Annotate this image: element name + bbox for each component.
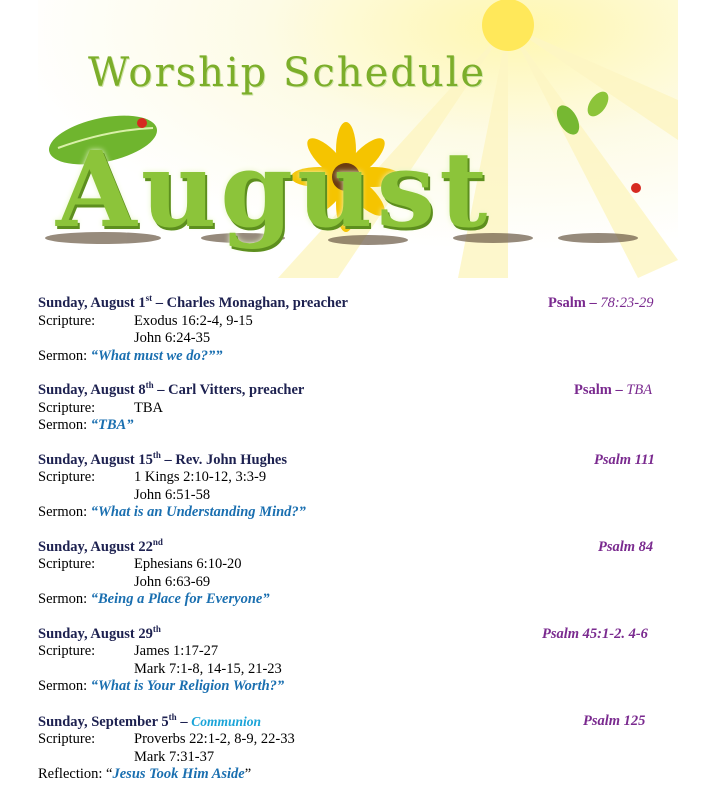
psalm-reference xyxy=(574,382,652,400)
service-date: Sunday, August 8 xyxy=(38,382,146,398)
psalm-verses: TBA xyxy=(626,382,653,398)
service-date: Sunday, August 1 xyxy=(38,295,146,311)
sermon-row xyxy=(38,417,678,435)
sermon-title: “What must we do?”” xyxy=(90,347,223,364)
psalm-reference xyxy=(598,539,653,557)
service-entry-aug-29 xyxy=(38,623,678,696)
scripture-row xyxy=(38,400,678,418)
service-dash: – xyxy=(176,713,192,730)
sermon-label: Sermon: xyxy=(38,591,88,607)
service-date: Sunday, September 5 xyxy=(38,713,169,730)
service-heading xyxy=(38,713,678,732)
service-heading xyxy=(38,536,678,557)
psalm-verses: Psalm 111 xyxy=(594,451,655,468)
scripture-reading: John 6:24-35 xyxy=(134,330,211,346)
scripture-reading: Proverbs 22:1-2, 8-9, 22-33 xyxy=(134,731,295,747)
date-ordinal: st xyxy=(145,293,153,304)
reflection-row xyxy=(38,766,678,784)
service-schedule xyxy=(38,295,678,801)
scripture-row xyxy=(38,574,678,592)
scripture-row xyxy=(38,661,678,679)
sermon-label: Sermon: xyxy=(38,678,88,694)
date-ordinal: th xyxy=(152,449,161,460)
date-ordinal: nd xyxy=(152,536,163,547)
scripture-label: Scripture: xyxy=(38,399,96,416)
sermon-title: “Being a Place for Everyone” xyxy=(90,591,270,607)
psalm-reference xyxy=(583,713,645,731)
psalm-prefix: Psalm – xyxy=(548,295,601,311)
sermon-row xyxy=(38,678,678,696)
quote-open: “ xyxy=(106,766,113,782)
psalm-verses: Psalm 45:1-2. 4-6 xyxy=(542,625,648,642)
service-entry-aug-22 xyxy=(38,536,678,609)
psalm-reference xyxy=(542,626,648,644)
scripture-row xyxy=(38,749,678,767)
scripture-row xyxy=(38,313,678,331)
sermon-title: “TBA” xyxy=(90,417,134,433)
scripture-label: Scripture: xyxy=(38,556,96,572)
banner-month: August xyxy=(56,128,492,251)
service-date: Sunday, August 15 xyxy=(38,451,153,468)
service-date: Sunday, August 22 xyxy=(38,538,153,555)
scripture-reading: Ephesians 6:10-20 xyxy=(134,556,242,572)
sermon-label: Sermon: xyxy=(38,417,88,433)
sermon-title: “What is Your Religion Worth?” xyxy=(90,678,285,694)
scripture-reading: James 1:17-27 xyxy=(134,643,219,659)
worship-schedule-banner xyxy=(38,0,678,278)
reflection-title: Jesus Took Him Aside xyxy=(112,766,245,782)
psalm-verses: 78:23-29 xyxy=(600,295,654,311)
scripture-reading: John 6:63-69 xyxy=(134,573,211,590)
scripture-row xyxy=(38,643,678,661)
scripture-row xyxy=(38,469,678,487)
scripture-reading: Mark 7:31-37 xyxy=(134,748,215,765)
service-entry-aug-8 xyxy=(38,382,678,435)
scripture-label: Scripture: xyxy=(38,731,96,747)
sermon-row xyxy=(38,348,678,366)
psalm-verses: Psalm 84 xyxy=(598,538,654,555)
scripture-reading: Mark 7:1-8, 14-15, 21-23 xyxy=(134,660,282,677)
sermon-label: Sermon: xyxy=(38,504,88,520)
scripture-reading: John 6:51-58 xyxy=(134,486,211,503)
date-ordinal: th xyxy=(145,380,154,391)
scripture-row xyxy=(38,330,678,348)
reflection-label: Reflection: xyxy=(38,766,103,782)
scripture-row xyxy=(38,556,678,574)
scripture-reading: TBA xyxy=(134,399,163,416)
service-preacher: – Carl Vitters, preacher xyxy=(153,382,305,398)
sermon-row xyxy=(38,504,678,522)
scripture-label: Scripture: xyxy=(38,312,96,329)
scripture-row xyxy=(38,487,678,505)
service-entry-aug-1 xyxy=(38,295,678,365)
psalm-reference xyxy=(548,295,654,313)
scripture-reading: Exodus 16:2-4, 9-15 xyxy=(134,312,253,329)
sermon-title: “What is an Understanding Mind?” xyxy=(90,504,306,520)
psalm-reference xyxy=(594,452,655,470)
service-preacher: – Rev. John Hughes xyxy=(160,451,287,468)
scripture-label: Scripture: xyxy=(38,469,96,485)
quote-close: ” xyxy=(244,766,252,782)
psalm-verses: Psalm 125 xyxy=(583,712,646,729)
scripture-label: Scripture: xyxy=(38,643,96,659)
service-heading xyxy=(38,449,678,470)
date-ordinal: th xyxy=(168,711,177,722)
scripture-row xyxy=(38,731,678,749)
service-entry-aug-15 xyxy=(38,449,678,522)
communion-note: Communion xyxy=(191,713,261,729)
sermon-row xyxy=(38,591,678,609)
banner-title: Worship Schedule xyxy=(88,50,487,96)
service-entry-sep-5 xyxy=(38,713,678,784)
date-ordinal: th xyxy=(152,623,161,634)
scripture-reading: 1 Kings 2:10-12, 3:3-9 xyxy=(134,469,267,485)
sun-icon xyxy=(482,0,534,51)
service-preacher: – Charles Monaghan, preacher xyxy=(152,295,348,311)
psalm-prefix: Psalm – xyxy=(574,382,627,398)
service-date: Sunday, August 29 xyxy=(38,625,153,642)
sermon-label: Sermon: xyxy=(38,347,88,364)
